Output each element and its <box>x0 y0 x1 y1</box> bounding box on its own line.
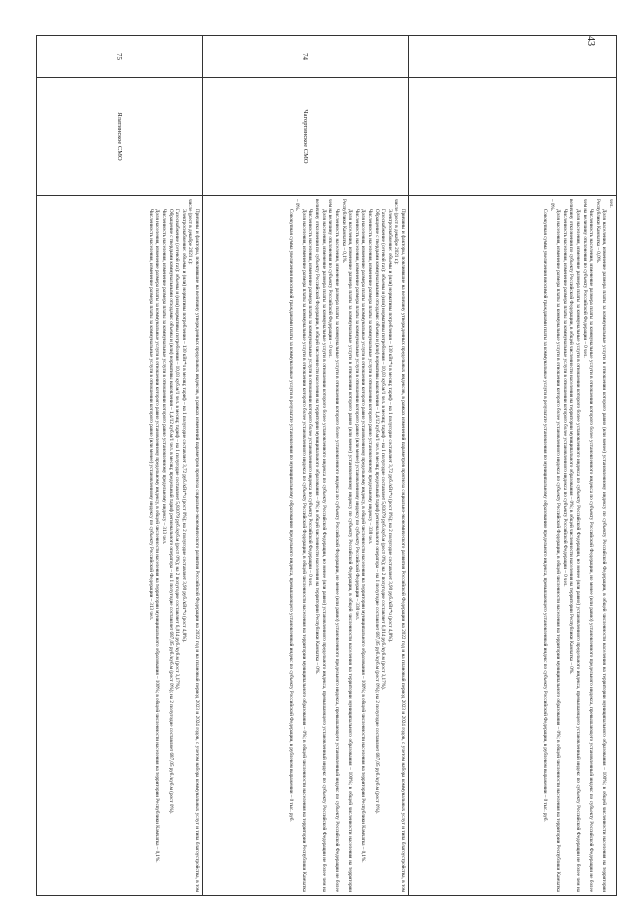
description-paragraph: Доля населения, изменение размера платы за коммунальные услуги в отношении которого равно (или менее) установленному индексу по субъекту Российской Федерации, в общей численности населения на территории муниципального образования – 100%; в общей численности населения на территории Республики Камчатка – 0,1%. <box>340 199 354 892</box>
row-number-cell: 74 <box>203 36 409 78</box>
description-paragraph: Обращение с твердыми коммунальными отходами: объемы и (или) нормативы накопления – 1,4/12 куб.м/1 чел. в месяц; предельный тариф регионального оператора – на 1 полугодие составляет 687,05 руб./куб.м (рост 0%); на 2 полугодие составляет 687,05 руб./куб.м (рост 0%). <box>373 209 380 814</box>
description-paragraph: Электроснабжение: объемы и (или) нормативы потребления – 130 кВт*ч в месяц; тариф – на 1 полугодие составляет 3,72 руб./кВт*ч (рост 0%); на 2 полугодие составляет 3,90 руб./кВт*ч (рост 4,8%). <box>180 209 187 643</box>
description-cell <box>409 196 617 896</box>
description-paragraph: Причины и факторы, повлиявшие на величину утвержденных предельных индексов, в рамках изменений параметров прогноза социально-экономического развития Российской Федерации на 2022 год и на плановый период 2023 и 2024 годов, с учетом набора коммунальных услуг и типа благоустройства, в том числе (рост в декабре 2021 г.): <box>393 199 406 892</box>
description-paragraph: Доля населения, изменение размера платы за коммунальные услуги в отношении которого более установленного индекса по субъекту Российской Федерации, в общей численности населения на территории муниципального образования – 0%; в общей численности населения на территории Республики Камчатка – 0%. <box>294 199 307 892</box>
description-paragraph: Численность населения, изменение размера платы за коммунальные услуги в отношении которого равно (или менее) установленному индексу по субъекту Российской Федерации – 338 чел. <box>353 209 360 620</box>
description-paragraph: Численность населения, изменение размера платы за коммунальные услуги в отношении которого более установленного индекса по субъекту Российской Федерации, но менее (или равно) установленного предельного индекса, превышающего установленный индекс по субъекту Российской Федерации не более чем на величину отклонения по субъекту Российской Федерации – 0 чел. <box>581 199 595 892</box>
description-paragraph: Доля населения, изменение размера платы за коммунальные услуги в отношении которого равно (или менее) установленному индексу по субъекту Российской Федерации, в общей численности населения на территории муниципального образования – 100%; в общей численности населения на территории Республики Камчатка – 0,0%. <box>594 199 608 892</box>
description-paragraph: Доля населения, изменение размера платы за коммунальные услуги в отношении которого равно установленному предельному индексу, в общей численности населения на территории муниципального образования – 100%; в общей численности населения на территории Республики Камчатка – 0,1%. <box>154 209 161 863</box>
description-paragraph: Доля населения, изменение размера платы за коммунальные услуги в отношении которого более установленного индекса по субъекту Российской Федерации, в общей численности населения на территории муниципального образования – 0%; в общей численности населения на территории Республики Камчатка – 0%. <box>548 199 562 892</box>
indices-table <box>36 35 617 896</box>
description-paragraph: Обращение с твердыми коммунальными отходами: объемы и (или) нормативы накопления – 1,4/12 куб.м/1 чел. в месяц; предельный тариф регионального оператора – на 1 полугодие составляет 687,05 руб./куб.м (рост 0%); на 2 полугодие составляет 687,05 руб./куб.м (рост 0%). <box>167 209 174 814</box>
municipality-name-cell: Чагортинское СМО <box>203 78 409 196</box>
description-cell <box>37 196 203 896</box>
description-paragraph: Газоснабжение (сетевой газ): объемы и (или) нормативы потребления – 10,03 куб.м/1 чел. в месяц; тариф – на 1 полугодие составляет 5,83079 руб./куб.м (рост 0%); на 2 полугодие составляет 6,014 руб./куб.м (рост 3,17%). <box>174 209 181 690</box>
description-paragraph: Численность населения, изменение размера платы за коммунальные услуги в отношении которого более установленного индекса по субъекту Российской Федерации, но менее (или равно) установленного предельного индекса, превышающего установленный индекс по субъекту Российской Федерации не более чем на величину отклонения по субъекту Российской Федерации – 0 чел. <box>327 199 340 892</box>
municipality-name-cell <box>409 78 617 196</box>
table-row <box>409 36 617 896</box>
page-number: 43 <box>585 36 596 46</box>
table-row <box>37 36 203 896</box>
description-paragraph: Совокупная сумма увеличения вносимой гражданами платы за коммунальные услуги в результате установления по муниципальному образованию предельного индекса, превышающего установленный индекс по субъекту Российской Федерации, в рублевом выражении – 0 тыс. руб. <box>541 209 548 822</box>
municipality-name-cell: Ялатинское СМО <box>37 78 203 196</box>
description-paragraph: чел. <box>608 199 614 208</box>
description-paragraph: Численность населения, изменение размера платы за коммунальные услуги в отношении которого более установленного индекса по субъекту Российской Федерации – 0 чел. <box>307 209 314 587</box>
description-paragraph: Электроснабжение: объемы и (или) нормативы потребления – 130 кВт*ч в месяц; тариф – на 1 полугодие составляет 3,72 руб./кВт*ч (рост 0%); на 2 полугодие составляет 3,90 руб./кВт*ч (рост 4,8%). <box>386 209 393 643</box>
description-paragraph: Численность населения, изменение размера платы за коммунальные услуги в отношении которого равно установленному предельному индексу – 313 чел. <box>160 209 167 545</box>
description-paragraph: Совокупная сумма увеличения вносимой гражданами платы за коммунальные услуги в результате установления по муниципальному образованию предельного индекса, превышающего установленный индекс по субъекту Российской Федерации, в рублевом выражении – 0 тыс. руб. <box>287 209 294 822</box>
table-body <box>37 36 617 896</box>
description-paragraph: Доля населения, изменение размера платы за коммунальные услуги в отношении которого более установленного индекса по субъекту Российской Федерации, но менее (или равно) установленного предельного индекса, превышающего установленный индекс по субъекту Российской Федерации не более чем на величину отклонения по субъекту Российской Федерации, в общей численности населения на территории муниципального образования – 0%; в общей численности населения на территории Республики Камчатка – 0%. <box>314 199 327 892</box>
row-number-cell <box>409 36 617 78</box>
description-paragraph: Численность населения, изменение размера платы за коммунальные услуги в отношении которого более установленного индекса по субъекту Российской Федерации – 0 чел. <box>561 209 568 587</box>
description-paragraph: Численность населения, изменение размера платы за коммунальные услуги в отношении которого равно установленному предельному индексу – 338 чел. <box>366 209 373 545</box>
description-paragraph: Доля населения, изменение размера платы за коммунальные услуги в отношении которого более установленного индекса по субъекту Российской Федерации, но менее (или равно) установленного предельного индекса, превышающего установленный индекс по субъекту Российской Федерации не более чем на величину отклонения по субъекту Российской Федерации, в общей численности населения на территории муниципального образования – 0%; в общей численности населения на территории Республики Камчатка – 0%. <box>568 199 581 892</box>
rotated-table-page <box>37 35 617 895</box>
description-paragraph: Численность населения, изменение размера платы за коммунальные услуги в отношении которого равно (или менее) установленному индексу по субъекту Российской Федерации – 313 чел. <box>147 209 154 620</box>
table-row <box>203 36 409 896</box>
description-cell <box>203 196 409 896</box>
description-paragraph: Причины и факторы, повлиявшие на величину утвержденных предельных индексов, в рамках изменений параметров прогноза социально-экономического развития Российской Федерации на 2022 год и на плановый период 2023 и 2024 годов, с учетом набора коммунальных услуг и типа благоустройства, в том числе (рост в декабре 2021 г.): <box>187 199 200 892</box>
row-number-cell: 75 <box>37 36 203 78</box>
description-paragraph: Газоснабжение (сетевой газ): объемы и (или) нормативы потребления – 10,03 куб.м/1 чел. в месяц; тариф – на 1 полугодие составляет 5,83079 руб./куб.м (рост 0%); на 2 полугодие составляет 6,014 руб./куб.м (рост 3,17%). <box>380 209 387 690</box>
description-paragraph: Доля населения, изменение размера платы за коммунальные услуги в отношении которого равно установленному предельному индексу, в общей численности населения на территории муниципального образования – 100%; в общей численности населения на территории Республики Камчатка – 0,1%. <box>360 209 367 863</box>
